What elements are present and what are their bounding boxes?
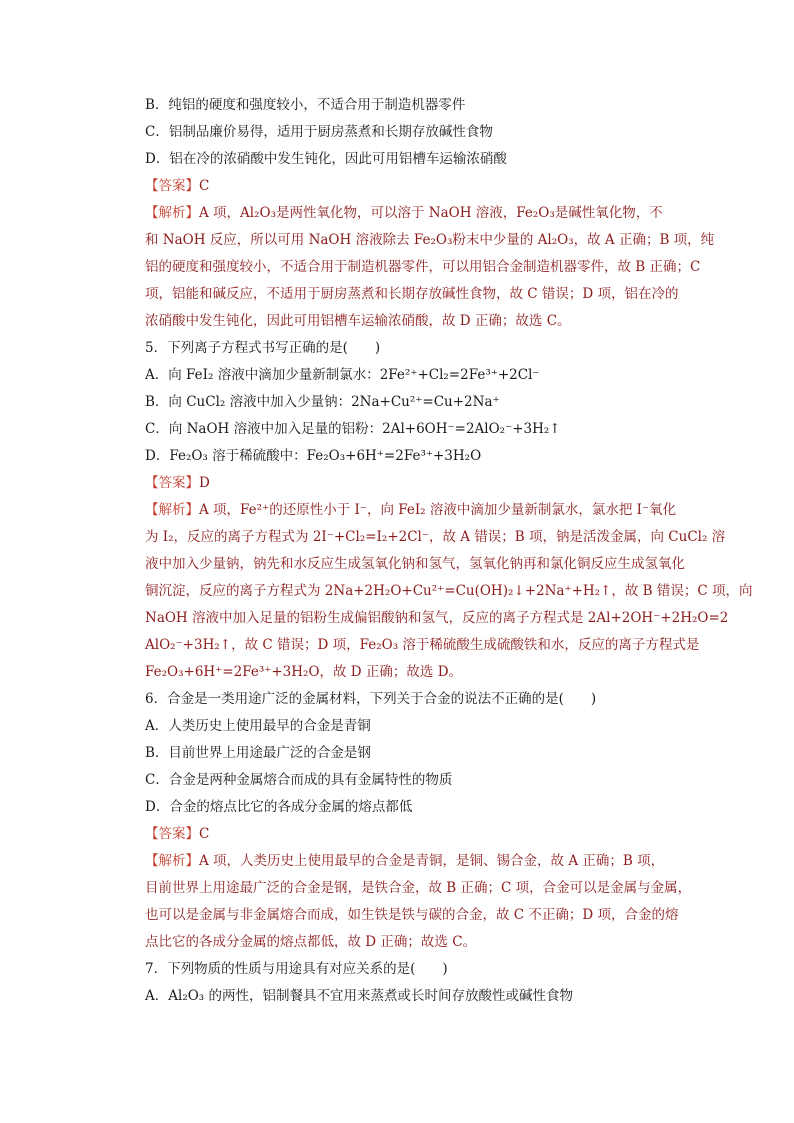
q5-analysis-line: 为 I₂，反应的离子方程式为 2I⁻+Cl₂=I₂+2Cl⁻，故 A 错误；B 项，钠是活泼金属，向 CuCl₂ 溶 — [145, 529, 726, 545]
q4-analysis-line: 铝的硬度和强度较小，不适合用于制造机器零件，可以用铝合金制造机器零件，故 B 正确；C — [145, 259, 701, 275]
q4-analysis-line: 【解析】A 项，Al₂O₃是两性氧化物，可以溶于 NaOH 溶液，Fe₂O₃是碱性氧化物，不 — [145, 205, 663, 221]
q6-analysis-line: 点比它的各成分金属的熔点都低，故 D 正确；故选 C。 — [145, 934, 477, 950]
q4-option-b: B．纯铝的硬度和强度较小，不适合用于制造机器零件 — [145, 97, 466, 113]
answer-value: D — [199, 475, 210, 491]
q6-analysis-line: 【解析】A 项，人类历史上使用最早的合金是青铜，是铜、锡合金，故 A 正确；B 项， — [145, 853, 665, 869]
q5-analysis-line: AlO₂⁻+3H₂↑，故 C 错误；D 项，Fe₂O₃ 溶于稀硫酸生成硫酸铁和水，反应的离子方程式是 — [145, 637, 700, 653]
answer-tag: 【答案】 — [145, 475, 199, 491]
q4-analysis-line: 和 NaOH 反应，所以可用 NaOH 溶液除去 Fe₂O₃粉末中少量的 Al₂O₃，故 A 正确；B 项，纯 — [145, 232, 715, 248]
q4-analysis-line: 项，铝能和碱反应，不适用于厨房蒸煮和长期存放碱性食物，故 C 错误；D 项，铝在冷的 — [145, 286, 679, 302]
q6-answer — [145, 825, 209, 843]
q5-option-b: B．向 CuCl₂ 溶液中加入少量钠：2Na+Cu²⁺=Cu+2Na⁺ — [145, 394, 500, 410]
q5-analysis-line: 液中加入少量钠，钠先和水反应生成氢氧化钠和氢气，氢氧化钠再和氯化铜反应生成氢氧化 — [145, 556, 685, 572]
answer-value: C — [199, 178, 210, 194]
q7-stem: 7．下列物质的性质与用途具有对应关系的是( ) — [145, 961, 448, 977]
q6-analysis-line: 也可以是金属与非金属熔合而成，如生铁是铁与碳的合金，故 C 不正确；D 项，合金的熔 — [145, 907, 679, 923]
analysis-tag: 【解析】 — [145, 502, 199, 518]
q5-option-d: D．Fe₂O₃ 溶于稀硫酸中：Fe₂O₃+6H⁺=2Fe³⁺+3H₂O — [145, 448, 482, 464]
answer-tag: 【答案】 — [145, 826, 199, 842]
q6-analysis-line: 目前世界上用途最广泛的合金是钢，是铁合金，故 B 正确；C 项，合金可以是金属与金属， — [145, 880, 692, 896]
q7-option-a: A．Al₂O₃ 的两性，铝制餐具不宜用来蒸煮或长时间存放酸性或碱性食物 — [145, 988, 573, 1004]
q4-option-c: C．铝制品廉价易得，适用于厨房蒸煮和长期存放碱性食物 — [145, 124, 493, 140]
q4-answer — [145, 177, 209, 195]
q6-option-c: C．合金是两种金属熔合而成的具有金属特性的物质 — [145, 772, 453, 788]
q5-analysis-line: 铜沉淀，反应的离子方程式为 2Na+2H₂O+Cu²⁺=Cu(OH)₂↓+2Na⁺+H₂↑，故 B 错误；C 项，向 — [145, 583, 753, 599]
q5-option-a: A．向 FeI₂ 溶液中滴加少量新制氯水：2Fe²⁺+Cl₂=2Fe³⁺+2Cl⁻ — [145, 367, 540, 383]
q5-analysis-line: Fe₂O₃+6H⁺=2Fe³⁺+3H₂O，故 D 正确；故选 D。 — [145, 664, 463, 680]
q5-answer — [145, 474, 210, 492]
q6-option-a: A．人类历史上使用最早的合金是青铜 — [145, 718, 371, 734]
q6-option-d: D．合金的熔点比它的各成分金属的熔点都低 — [145, 799, 413, 815]
q5-option-c: C．向 NaOH 溶液中加入足量的铝粉：2Al+6OH⁻=2AlO₂⁻+3H₂↑ — [145, 421, 561, 437]
q5-analysis-line: NaOH 溶液中加入足量的铝粉生成偏铝酸钠和氢气，反应的离子方程式是 2Al+2OH⁻+2H₂O=2 — [145, 610, 729, 626]
analysis-tag: 【解析】 — [145, 853, 199, 869]
q4-analysis-line: 浓硝酸中发生钝化，因此可用铝槽车运输浓硝酸，故 D 正确；故选 C。 — [145, 313, 571, 329]
q5-stem: 5．下列离子方程式书写正确的是( ) — [145, 340, 381, 356]
q4-option-d: D．铝在冷的浓硝酸中发生钝化，因此可用铝槽车运输浓硝酸 — [145, 151, 507, 167]
answer-tag: 【答案】 — [145, 178, 199, 194]
q6-stem: 6．合金是一类用途广泛的金属材料，下列关于合金的说法不正确的是( ) — [145, 691, 597, 707]
q5-analysis-line: 【解析】A 项，Fe²⁺的还原性小于 I⁻，向 FeI₂ 溶液中滴加少量新制氯水，氯水把 I⁻氧化 — [145, 502, 677, 518]
q6-option-b: B．目前世界上用途最广泛的合金是钢 — [145, 745, 371, 761]
analysis-tag: 【解析】 — [145, 205, 199, 221]
answer-value: C — [199, 826, 210, 842]
